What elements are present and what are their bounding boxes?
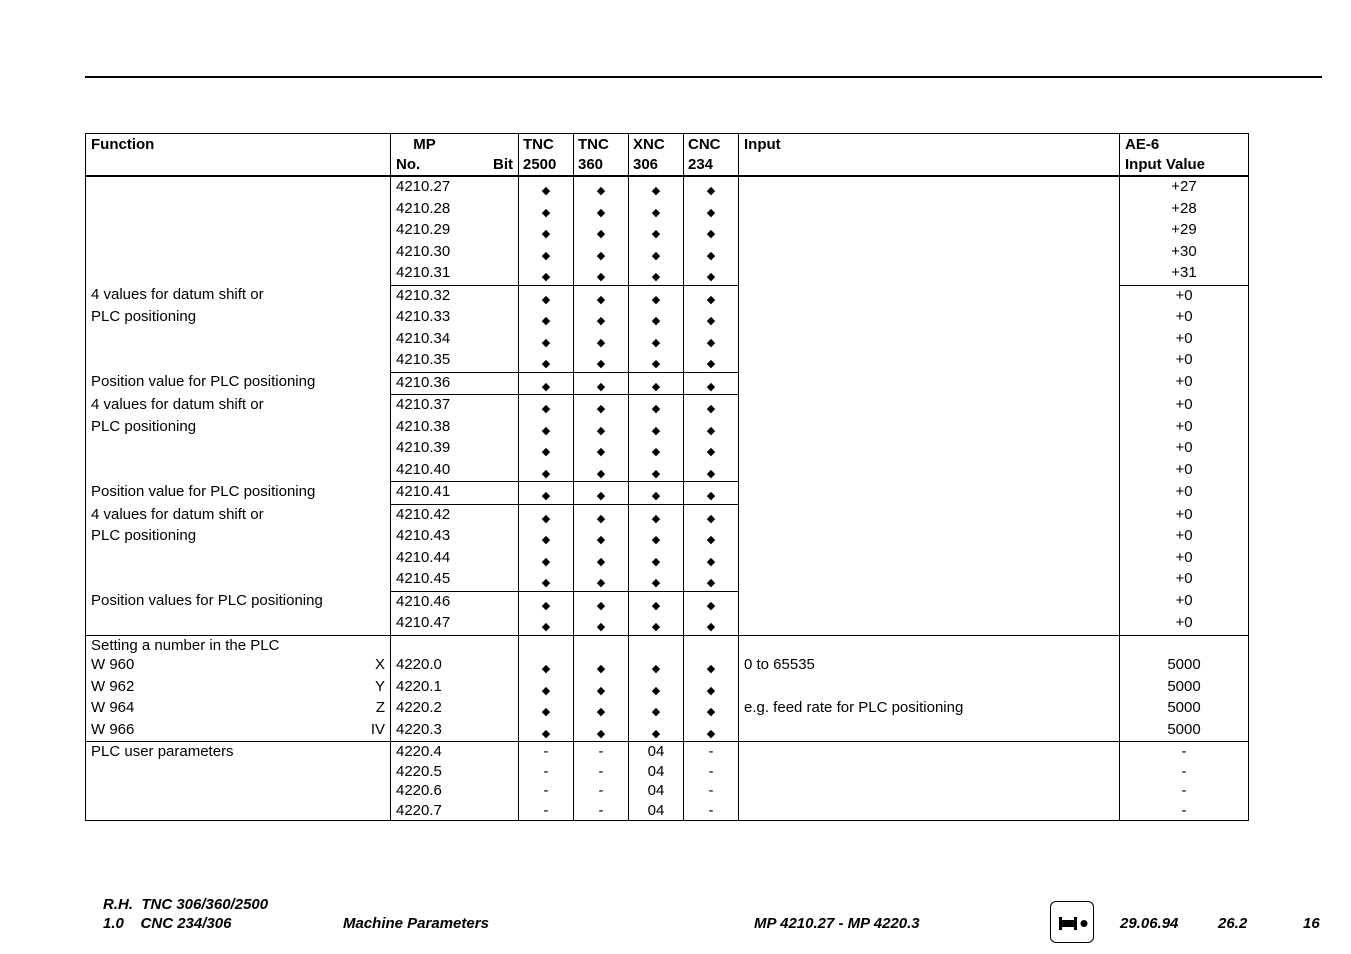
tnc2500-cell: ◆ [519, 548, 574, 570]
tnc2500-cell: ◆ [519, 350, 574, 372]
mp-number-cell: 4210.40 [391, 460, 519, 482]
xnc306-cell: ◆ [629, 242, 684, 264]
tnc360-cell: ◆ [574, 242, 629, 264]
tnc360-cell: ◆ [574, 329, 629, 351]
xnc306-cell: 04 [629, 742, 684, 762]
table-row [86, 417, 1249, 439]
function-cell [86, 548, 391, 570]
ae6-value-cell: +0 [1120, 372, 1249, 395]
function-cell: PLC user parameters [86, 742, 391, 762]
table-row [86, 329, 1249, 351]
ae6-value-cell: 5000 [1120, 720, 1249, 742]
xnc306-cell: ◆ [629, 329, 684, 351]
table-row [86, 395, 1249, 417]
word-address: W 962 [91, 677, 135, 695]
cnc234-cell: ◆ [684, 395, 739, 417]
input-cell [739, 569, 1120, 591]
mp-number-cell: 4210.34 [391, 329, 519, 351]
cnc234-cell: ◆ [684, 526, 739, 548]
tnc360-cell: ◆ [574, 372, 629, 395]
ae6-value-cell: +0 [1120, 350, 1249, 372]
tnc2500-cell: ◆ [519, 591, 574, 613]
input-cell [739, 242, 1120, 264]
function-cell [86, 781, 391, 801]
ae6-value-cell: - [1120, 801, 1249, 821]
axis-label: X [374, 656, 385, 673]
word-address: W 964 [91, 699, 135, 716]
ae6-value-cell: - [1120, 742, 1249, 762]
function-cell [86, 655, 391, 677]
cnc234-cell: ◆ [684, 372, 739, 395]
function-cell [86, 762, 391, 782]
xnc306-cell: ◆ [629, 655, 684, 677]
mp-number-cell: 4210.32 [391, 285, 519, 307]
cnc234-cell: ◆ [684, 177, 739, 199]
mp-number-cell: 4210.28 [391, 199, 519, 221]
xnc306-cell: ◆ [629, 698, 684, 720]
table-row [86, 285, 1249, 307]
ae6-value-cell: +0 [1120, 591, 1249, 613]
tnc360-cell: ◆ [574, 177, 629, 199]
function-cell: PLC positioning [86, 526, 391, 548]
function-cell [86, 329, 391, 351]
tnc2500-cell: ◆ [519, 698, 574, 720]
tnc2500-cell: ◆ [519, 242, 574, 264]
tnc360-cell: - [574, 762, 629, 782]
ae6-value-cell: +0 [1120, 482, 1249, 505]
table-row [86, 526, 1249, 548]
header-cnc234: CNC 234 [684, 134, 739, 176]
ae6-value-cell: +27 [1120, 177, 1249, 199]
xnc306-cell: ◆ [629, 199, 684, 221]
table-row [86, 263, 1249, 285]
tnc360-cell: ◆ [574, 720, 629, 742]
tnc360-cell: ◆ [574, 526, 629, 548]
tnc360-cell: ◆ [574, 482, 629, 505]
input-cell [739, 742, 1120, 762]
mp-number-cell [391, 635, 519, 655]
input-cell [739, 781, 1120, 801]
ae6-value-cell: +0 [1120, 548, 1249, 570]
tnc2500-cell: ◆ [519, 417, 574, 439]
input-cell [739, 762, 1120, 782]
cnc234-cell: ◆ [684, 720, 739, 742]
mp-number-cell: 4210.30 [391, 242, 519, 264]
mp-number-cell: 4210.43 [391, 526, 519, 548]
function-cell: Position values for PLC positioning [86, 591, 391, 613]
mp-number-cell: 4220.6 [391, 781, 519, 801]
header-xnc306: XNC 306 [629, 134, 684, 176]
table-header-row [86, 134, 1249, 176]
ae6-value-cell: +0 [1120, 329, 1249, 351]
tnc360-cell: ◆ [574, 395, 629, 417]
tnc2500-cell: - [519, 801, 574, 821]
cnc234-cell: ◆ [684, 329, 739, 351]
table-row [86, 720, 1249, 742]
xnc306-cell: ◆ [629, 613, 684, 635]
tnc360-cell: - [574, 742, 629, 762]
function-cell [86, 801, 391, 821]
table-row [86, 548, 1249, 570]
table-row [86, 220, 1249, 242]
table-row [86, 801, 1249, 821]
header-tnc2500: TNC 2500 [519, 134, 574, 176]
input-cell [739, 285, 1120, 307]
xnc306-cell: 04 [629, 781, 684, 801]
xnc306-cell: ◆ [629, 526, 684, 548]
ae6-value-cell: - [1120, 762, 1249, 782]
cnc234-cell: ◆ [684, 199, 739, 221]
input-cell [739, 417, 1120, 439]
cnc234-cell: - [684, 742, 739, 762]
input-cell [739, 220, 1120, 242]
input-cell [739, 677, 1120, 699]
input-cell [739, 613, 1120, 635]
input-cell [739, 177, 1120, 199]
machine-parameter-table [85, 133, 1249, 821]
cnc234-cell: ◆ [684, 242, 739, 264]
ae6-value-cell: 5000 [1120, 698, 1249, 720]
table-row [86, 698, 1249, 720]
ae6-value-cell: +31 [1120, 263, 1249, 285]
table-row [86, 781, 1249, 801]
ae6-value-cell: 5000 [1120, 677, 1249, 699]
tnc2500-cell: ◆ [519, 482, 574, 505]
function-cell [86, 720, 391, 742]
cnc234-cell: ◆ [684, 655, 739, 677]
cnc234-cell: ◆ [684, 285, 739, 307]
ae6-value-cell: +0 [1120, 285, 1249, 307]
function-cell: Position value for PLC positioning [86, 482, 391, 505]
axis-label: Z [375, 699, 385, 716]
table-row [86, 199, 1249, 221]
xnc306-cell: ◆ [629, 482, 684, 505]
function-cell [86, 438, 391, 460]
table-row [86, 591, 1249, 613]
input-cell: e.g. feed rate for PLC positioning [739, 698, 1120, 720]
ae6-value-cell: +0 [1120, 307, 1249, 329]
input-cell [739, 548, 1120, 570]
tnc360-cell: ◆ [574, 285, 629, 307]
mp-number-cell: 4220.2 [391, 698, 519, 720]
tnc2500-cell: - [519, 742, 574, 762]
tnc2500-cell: ◆ [519, 307, 574, 329]
header-tnc360: TNC 360 [574, 134, 629, 176]
function-cell [86, 350, 391, 372]
tnc360-cell: ◆ [574, 698, 629, 720]
table-row [86, 505, 1249, 527]
footer-date: 29.06.94 [1120, 915, 1179, 932]
xnc306-cell: ◆ [629, 548, 684, 570]
xnc306-cell: ◆ [629, 372, 684, 395]
tnc2500-cell: - [519, 762, 574, 782]
xnc306-cell: ◆ [629, 395, 684, 417]
header-rule [85, 76, 1322, 78]
footer-page: 16 [1303, 915, 1320, 932]
mp-number-cell: 4220.1 [391, 677, 519, 699]
function-cell [86, 242, 391, 264]
xnc306-cell: ◆ [629, 677, 684, 699]
tnc360-cell: ◆ [574, 613, 629, 635]
function-cell: PLC positioning [86, 417, 391, 439]
mp-number-cell: 4210.33 [391, 307, 519, 329]
cnc234-cell: - [684, 762, 739, 782]
table-row [86, 613, 1249, 635]
tnc360-cell: ◆ [574, 655, 629, 677]
mp-number-cell: 4210.45 [391, 569, 519, 591]
table-row [86, 460, 1249, 482]
cnc234-cell: - [684, 781, 739, 801]
xnc306-cell: ◆ [629, 720, 684, 742]
tnc2500-cell: ◆ [519, 505, 574, 527]
tnc360-cell: - [574, 781, 629, 801]
machine-symbol-icon [1050, 901, 1094, 943]
tnc2500-cell: ◆ [519, 395, 574, 417]
cnc234-cell: ◆ [684, 307, 739, 329]
table-row [86, 482, 1249, 505]
word-address: W 960 [91, 656, 135, 673]
cnc234-cell: ◆ [684, 548, 739, 570]
function-cell: 4 values for datum shift or [86, 285, 391, 307]
input-cell [739, 591, 1120, 613]
tnc360-cell: ◆ [574, 417, 629, 439]
footer-rh: R.H. TNC 306/360/2500 [103, 896, 269, 913]
xnc306-cell: 04 [629, 762, 684, 782]
mp-number-cell: 4210.35 [391, 350, 519, 372]
cnc234-cell: ◆ [684, 438, 739, 460]
cnc234-cell: ◆ [684, 677, 739, 699]
function-cell: 4 values for datum shift or [86, 505, 391, 527]
table-row [86, 242, 1249, 264]
header-ae6: AE-6 Input Value [1120, 134, 1249, 176]
input-cell [739, 329, 1120, 351]
ae6-value-cell: +0 [1120, 526, 1249, 548]
ae6-value-cell: +0 [1120, 569, 1249, 591]
cnc234-cell: - [684, 801, 739, 821]
tnc360-cell: ◆ [574, 460, 629, 482]
tnc360-cell: ◆ [574, 438, 629, 460]
cnc234-cell: ◆ [684, 569, 739, 591]
ae6-value-cell: +30 [1120, 242, 1249, 264]
tnc360-cell: ◆ [574, 569, 629, 591]
table-row [86, 569, 1249, 591]
function-cell: Setting a number in the PLC [86, 635, 391, 655]
mp-number-cell: 4210.46 [391, 591, 519, 613]
xnc306-cell: ◆ [629, 177, 684, 199]
table-row [86, 307, 1249, 329]
footer-range: MP 4210.27 - MP 4220.3 [754, 915, 920, 932]
footer-chapter: 26.2 [1218, 915, 1248, 932]
xnc306-cell: ◆ [629, 417, 684, 439]
table-row [86, 762, 1249, 782]
tnc2500-cell: ◆ [519, 220, 574, 242]
xnc306-cell: ◆ [629, 591, 684, 613]
word-address: W 966 [91, 720, 135, 738]
cnc234-cell: ◆ [684, 460, 739, 482]
input-cell [739, 505, 1120, 527]
tnc2500-cell: ◆ [519, 526, 574, 548]
ae6-value-cell [1120, 635, 1249, 655]
xnc306-cell: ◆ [629, 307, 684, 329]
ae6-value-cell: 5000 [1120, 655, 1249, 677]
mp-number-cell: 4210.39 [391, 438, 519, 460]
cnc234-cell: ◆ [684, 263, 739, 285]
xnc306-cell: ◆ [629, 460, 684, 482]
tnc2500-cell: ◆ [519, 655, 574, 677]
ae6-value-cell: +0 [1120, 505, 1249, 527]
table-row [86, 177, 1249, 199]
input-cell [739, 635, 1120, 655]
tnc360-cell: ◆ [574, 591, 629, 613]
tnc2500-cell: ◆ [519, 613, 574, 635]
table-row [86, 635, 1249, 655]
cnc234-cell: ◆ [684, 698, 739, 720]
tnc2500-cell: ◆ [519, 438, 574, 460]
mp-number-cell: 4210.29 [391, 220, 519, 242]
mp-number-cell: 4210.31 [391, 263, 519, 285]
tnc2500-cell: ◆ [519, 285, 574, 307]
tnc2500-cell: ◆ [519, 720, 574, 742]
ae6-value-cell: +0 [1120, 613, 1249, 635]
input-cell [739, 720, 1120, 742]
tnc2500-cell [519, 635, 574, 655]
input-cell [739, 350, 1120, 372]
table-row [86, 438, 1249, 460]
header-function: Function [86, 134, 391, 176]
table-row [86, 350, 1249, 372]
cnc234-cell: ◆ [684, 613, 739, 635]
tnc360-cell [574, 635, 629, 655]
tnc2500-cell: ◆ [519, 372, 574, 395]
xnc306-cell: ◆ [629, 505, 684, 527]
mp-number-cell: 4220.7 [391, 801, 519, 821]
table-row [86, 742, 1249, 762]
tnc2500-cell: ◆ [519, 460, 574, 482]
function-cell [86, 263, 391, 285]
function-cell: PLC positioning [86, 307, 391, 329]
input-cell [739, 199, 1120, 221]
xnc306-cell: ◆ [629, 220, 684, 242]
mp-number-cell: 4210.47 [391, 613, 519, 635]
input-cell [739, 438, 1120, 460]
input-cell [739, 482, 1120, 505]
mp-number-cell: 4210.42 [391, 505, 519, 527]
tnc360-cell: ◆ [574, 220, 629, 242]
ae6-value-cell: +0 [1120, 417, 1249, 439]
mp-number-cell: 4210.37 [391, 395, 519, 417]
tnc360-cell: ◆ [574, 677, 629, 699]
cnc234-cell [684, 635, 739, 655]
mp-number-cell: 4220.3 [391, 720, 519, 742]
xnc306-cell: ◆ [629, 263, 684, 285]
function-cell [86, 460, 391, 482]
mp-number-cell: 4210.44 [391, 548, 519, 570]
function-cell [86, 613, 391, 635]
cnc234-cell: ◆ [684, 417, 739, 439]
tnc360-cell: ◆ [574, 505, 629, 527]
function-cell [86, 677, 391, 699]
mp-number-cell: 4210.27 [391, 177, 519, 199]
mp-number-cell: 4210.38 [391, 417, 519, 439]
tnc2500-cell: ◆ [519, 329, 574, 351]
function-cell: Position value for PLC positioning [86, 372, 391, 395]
cnc234-cell: ◆ [684, 482, 739, 505]
function-cell [86, 698, 391, 720]
input-cell [739, 307, 1120, 329]
mp-number-cell: 4210.41 [391, 482, 519, 505]
cnc234-cell: ◆ [684, 350, 739, 372]
function-cell [86, 569, 391, 591]
xnc306-cell: 04 [629, 801, 684, 821]
header-input: Input [739, 134, 1120, 176]
mp-number-cell: 4220.0 [391, 655, 519, 677]
footer-section: Machine Parameters [343, 915, 489, 932]
axis-label: Y [374, 677, 385, 695]
tnc360-cell: ◆ [574, 548, 629, 570]
table-row [86, 372, 1249, 395]
xnc306-cell [629, 635, 684, 655]
tnc360-cell: ◆ [574, 307, 629, 329]
xnc306-cell: ◆ [629, 350, 684, 372]
footer-version: 1.0 CNC 234/306 [103, 915, 232, 932]
header-mp: MP No. Bit [391, 134, 519, 176]
axis-label: IV [370, 720, 385, 738]
tnc360-cell: ◆ [574, 350, 629, 372]
input-cell [739, 526, 1120, 548]
table-row [86, 655, 1249, 677]
tnc2500-cell: - [519, 781, 574, 801]
input-cell [739, 395, 1120, 417]
function-cell [86, 177, 391, 199]
function-cell [86, 220, 391, 242]
tnc2500-cell: ◆ [519, 177, 574, 199]
mp-number-cell: 4210.36 [391, 372, 519, 395]
xnc306-cell: ◆ [629, 569, 684, 591]
mp-number-cell: 4220.4 [391, 742, 519, 762]
cnc234-cell: ◆ [684, 220, 739, 242]
tnc2500-cell: ◆ [519, 263, 574, 285]
input-cell [739, 263, 1120, 285]
table-row [86, 677, 1249, 699]
tnc2500-cell: ◆ [519, 569, 574, 591]
xnc306-cell: ◆ [629, 285, 684, 307]
mp-number-cell: 4220.5 [391, 762, 519, 782]
input-cell: 0 to 65535 [739, 655, 1120, 677]
tnc360-cell: ◆ [574, 263, 629, 285]
tnc2500-cell: ◆ [519, 677, 574, 699]
ae6-value-cell: +29 [1120, 220, 1249, 242]
ae6-value-cell: +0 [1120, 438, 1249, 460]
ae6-value-cell: - [1120, 781, 1249, 801]
ae6-value-cell: +28 [1120, 199, 1249, 221]
function-cell: 4 values for datum shift or [86, 395, 391, 417]
tnc360-cell: ◆ [574, 199, 629, 221]
ae6-value-cell: +0 [1120, 395, 1249, 417]
cnc234-cell: ◆ [684, 505, 739, 527]
tnc2500-cell: ◆ [519, 199, 574, 221]
ae6-value-cell: +0 [1120, 460, 1249, 482]
tnc360-cell: - [574, 801, 629, 821]
input-cell [739, 372, 1120, 395]
xnc306-cell: ◆ [629, 438, 684, 460]
cnc234-cell: ◆ [684, 591, 739, 613]
function-cell [86, 199, 391, 221]
input-cell [739, 801, 1120, 821]
input-cell [739, 460, 1120, 482]
